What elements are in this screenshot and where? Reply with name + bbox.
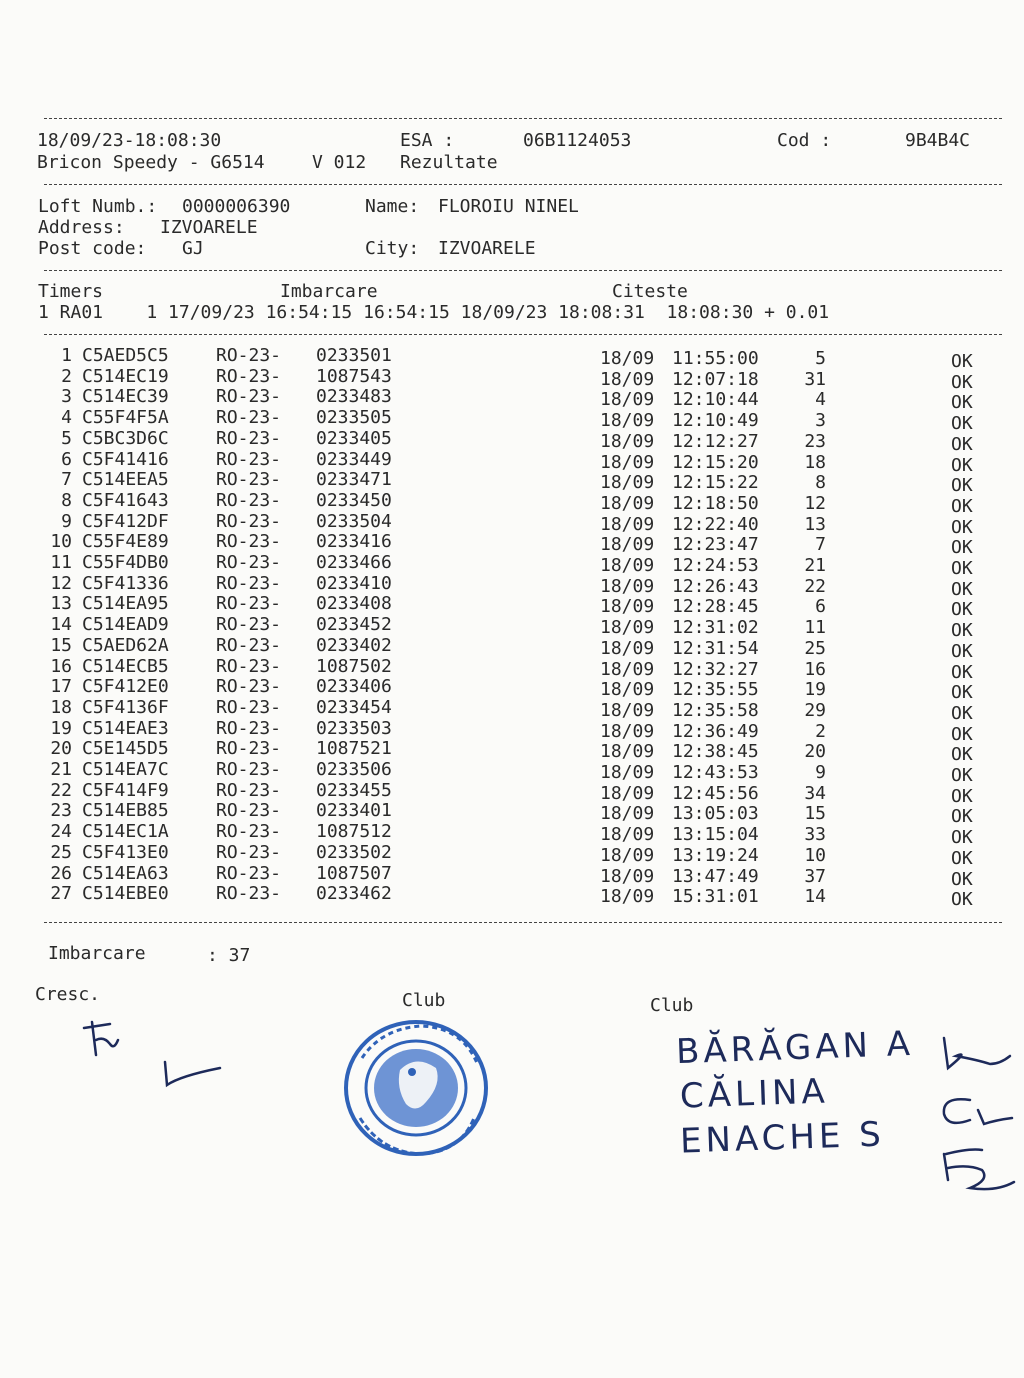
imbarcare-total-label: Imbarcare bbox=[48, 943, 146, 964]
chip-id: C55F4E89 bbox=[82, 531, 169, 553]
row-index: 11 bbox=[50, 552, 72, 573]
chip-id: C514EAD9 bbox=[82, 614, 169, 636]
arrival-date: 18/09 bbox=[600, 575, 655, 597]
arrival-time: 12:28:45 bbox=[672, 596, 759, 618]
row-index: 3 bbox=[61, 386, 72, 408]
ring-prefix: RO-23- bbox=[216, 614, 282, 636]
chip-id: C5F41336 bbox=[82, 572, 169, 594]
ring-number: 0233503 bbox=[316, 717, 392, 739]
ring-prefix: RO-23- bbox=[216, 469, 282, 491]
ring-number: 1087521 bbox=[316, 738, 392, 760]
ring-number: 0233483 bbox=[316, 386, 392, 408]
row-index: 22 bbox=[50, 779, 72, 801]
status-ok: OK bbox=[951, 827, 973, 849]
row-index: 4 bbox=[61, 407, 72, 429]
arrival-date: 18/09 bbox=[600, 762, 655, 783]
ring-number: 0233501 bbox=[316, 345, 392, 366]
cod-label: Cod : bbox=[777, 130, 832, 151]
chip-id: C5F412E0 bbox=[82, 676, 169, 698]
arrival-date: 18/09 bbox=[600, 782, 655, 804]
chip-id: C514EC39 bbox=[82, 386, 169, 408]
arrival-time: 12:38:45 bbox=[672, 741, 759, 763]
ring-prefix: RO-23- bbox=[216, 427, 282, 449]
chip-id: C5AED62A bbox=[82, 634, 169, 656]
ring-number: 1087502 bbox=[316, 655, 392, 677]
ring-number: 0233402 bbox=[316, 634, 392, 656]
row-index: 19 bbox=[50, 717, 72, 739]
cod-value: 9B4B4C bbox=[905, 130, 971, 151]
arrival-time: 12:32:27 bbox=[672, 658, 759, 680]
table-row bbox=[0, 365, 1024, 393]
ring-prefix: RO-23- bbox=[216, 448, 282, 470]
row-index: 25 bbox=[50, 841, 72, 863]
arrival-time: 12:26:43 bbox=[672, 575, 759, 597]
device-version: V 012 bbox=[312, 152, 367, 173]
arrival-date: 18/09 bbox=[600, 534, 655, 556]
handwritten-line-3: ENACHE S bbox=[679, 1114, 886, 1162]
arrival-time: 11:55:00 bbox=[672, 348, 759, 369]
cresc-label: Cresc. bbox=[35, 984, 101, 1005]
ring-number: 0233455 bbox=[316, 779, 392, 801]
chip-id: C5F4136F bbox=[82, 696, 169, 718]
table-row bbox=[0, 407, 1024, 435]
ring-prefix: RO-23- bbox=[216, 572, 282, 594]
basket-position: 16 bbox=[804, 658, 826, 680]
table-row bbox=[0, 469, 1024, 497]
table-row bbox=[0, 427, 1024, 455]
arrival-date: 18/09 bbox=[600, 741, 655, 763]
table-row bbox=[0, 779, 1024, 807]
arrival-time: 12:07:18 bbox=[672, 368, 759, 390]
row-index: 21 bbox=[50, 759, 72, 780]
ring-number: 0233408 bbox=[316, 593, 392, 615]
ring-number: 0233454 bbox=[316, 696, 392, 718]
status-ok: OK bbox=[951, 495, 973, 517]
arrival-time: 12:23:47 bbox=[672, 534, 759, 556]
row-index: 5 bbox=[61, 427, 72, 449]
status-ok: OK bbox=[951, 806, 973, 828]
ring-number: 1087543 bbox=[316, 365, 392, 387]
ring-prefix: RO-23- bbox=[216, 552, 282, 573]
loft-number-label: Loft Numb.: bbox=[38, 196, 158, 217]
ring-number: 0233502 bbox=[316, 841, 392, 863]
ring-prefix: RO-23- bbox=[216, 841, 282, 863]
arrival-date: 18/09 bbox=[600, 865, 655, 887]
ring-number: 0233505 bbox=[316, 407, 392, 429]
basket-position: 19 bbox=[804, 679, 826, 701]
row-index: 2 bbox=[61, 365, 72, 387]
imbarcare-header: Imbarcare bbox=[280, 281, 378, 302]
arrival-date: 18/09 bbox=[600, 389, 655, 411]
row-index: 16 bbox=[50, 655, 72, 677]
esa-value: 06B1124053 bbox=[523, 130, 632, 151]
name-value: FLOROIU NINEL bbox=[438, 196, 579, 217]
table-row bbox=[0, 448, 1024, 476]
ring-prefix: RO-23- bbox=[216, 593, 282, 615]
table-row bbox=[0, 717, 1024, 745]
ring-number: 1087507 bbox=[316, 862, 392, 884]
ring-prefix: RO-23- bbox=[216, 862, 282, 884]
arrival-time: 13:47:49 bbox=[672, 865, 759, 887]
row-index: 23 bbox=[50, 800, 72, 822]
ring-prefix: RO-23- bbox=[216, 676, 282, 698]
arrival-date: 18/09 bbox=[600, 720, 655, 742]
table-row bbox=[0, 386, 1024, 414]
table-row bbox=[0, 862, 1024, 890]
basket-position: 12 bbox=[804, 492, 826, 514]
esa-label: ESA : bbox=[400, 130, 455, 151]
timers-separator bbox=[44, 334, 1002, 335]
basket-position: 7 bbox=[815, 534, 826, 556]
basket-position: 29 bbox=[804, 699, 826, 721]
row-index: 27 bbox=[50, 883, 72, 905]
basket-position: 10 bbox=[804, 844, 826, 866]
basket-position: 5 bbox=[815, 348, 826, 369]
status-ok: OK bbox=[951, 433, 973, 455]
arrival-time: 12:36:49 bbox=[672, 720, 759, 742]
row-index: 9 bbox=[61, 510, 72, 532]
ring-number: 0233449 bbox=[316, 448, 392, 470]
basket-position: 33 bbox=[804, 824, 826, 846]
club-label-left: Club bbox=[402, 990, 446, 1011]
arrival-date: 18/09 bbox=[600, 348, 655, 369]
ring-prefix: RO-23- bbox=[216, 759, 282, 780]
ring-prefix: RO-23- bbox=[216, 345, 282, 366]
basket-position: 22 bbox=[804, 575, 826, 597]
row-index: 15 bbox=[50, 634, 72, 656]
table-row bbox=[0, 841, 1024, 869]
club-signatures bbox=[930, 1030, 1020, 1200]
arrival-time: 12:24:53 bbox=[672, 555, 759, 576]
chip-id: C5F41416 bbox=[82, 448, 169, 470]
row-index: 24 bbox=[50, 821, 72, 843]
status-ok: OK bbox=[951, 413, 973, 435]
chip-id: C55F4F5A bbox=[82, 407, 169, 429]
ring-prefix: RO-23- bbox=[216, 655, 282, 677]
arrival-time: 12:22:40 bbox=[672, 513, 759, 535]
arrival-time: 12:31:54 bbox=[672, 637, 759, 659]
arrival-time: 12:10:44 bbox=[672, 389, 759, 411]
status-ok: OK bbox=[951, 723, 973, 745]
arrival-date: 18/09 bbox=[600, 679, 655, 701]
ring-prefix: RO-23- bbox=[216, 531, 282, 553]
arrival-date: 18/09 bbox=[600, 886, 655, 908]
basket-position: 20 bbox=[804, 741, 826, 763]
header-separator bbox=[44, 184, 1002, 185]
row-index: 8 bbox=[61, 489, 72, 511]
arrival-time: 12:35:58 bbox=[672, 699, 759, 721]
loft-number-value: 0000006390 bbox=[182, 196, 291, 217]
ring-number: 0233405 bbox=[316, 427, 392, 449]
table-row bbox=[0, 593, 1024, 621]
chip-id: C514EB85 bbox=[82, 800, 169, 822]
chip-id: C514EAE3 bbox=[82, 717, 169, 739]
ring-prefix: RO-23- bbox=[216, 365, 282, 387]
status-ok: OK bbox=[951, 454, 973, 476]
basket-position: 11 bbox=[804, 617, 826, 639]
table-row bbox=[0, 510, 1024, 538]
arrival-date: 18/09 bbox=[600, 658, 655, 680]
status-ok: OK bbox=[951, 558, 973, 579]
club-label-right: Club bbox=[650, 995, 694, 1016]
post-code-value: GJ bbox=[182, 238, 204, 259]
chip-id: C5F412DF bbox=[82, 510, 169, 532]
status-ok: OK bbox=[951, 868, 973, 890]
arrival-time: 13:05:03 bbox=[672, 803, 759, 825]
top-separator bbox=[44, 118, 1002, 119]
ring-prefix: RO-23- bbox=[216, 634, 282, 656]
ring-number: 0233450 bbox=[316, 489, 392, 511]
timer-line: 1 RA01 1 17/09/23 16:54:15 16:54:15 18/09/23 18:08:31 18:08:30 + 0.01 bbox=[38, 302, 830, 323]
status-ok: OK bbox=[951, 537, 973, 559]
status-ok: OK bbox=[951, 744, 973, 766]
chip-id: C5BC3D6C bbox=[82, 427, 169, 449]
chip-id: C514EEA5 bbox=[82, 469, 169, 491]
basket-position: 23 bbox=[804, 430, 826, 452]
ring-prefix: RO-23- bbox=[216, 779, 282, 801]
chip-id: C5F413E0 bbox=[82, 841, 169, 863]
status-ok: OK bbox=[951, 889, 973, 911]
table-row bbox=[0, 800, 1024, 828]
table-row bbox=[0, 614, 1024, 642]
club-stamp bbox=[342, 1018, 492, 1163]
ring-prefix: RO-23- bbox=[216, 386, 282, 408]
chip-id: C5AED5C5 bbox=[82, 345, 169, 366]
chip-id: C514EBE0 bbox=[82, 883, 169, 905]
ring-prefix: RO-23- bbox=[216, 883, 282, 905]
basket-position: 14 bbox=[804, 886, 826, 908]
status-ok: OK bbox=[951, 682, 973, 704]
basket-position: 18 bbox=[804, 451, 826, 473]
ring-prefix: RO-23- bbox=[216, 489, 282, 511]
basket-position: 31 bbox=[804, 368, 826, 390]
basket-position: 9 bbox=[815, 762, 826, 783]
ring-number: 0233506 bbox=[316, 759, 392, 780]
status-ok: OK bbox=[951, 516, 973, 538]
status-ok: OK bbox=[951, 765, 973, 786]
status-ok: OK bbox=[951, 785, 973, 807]
row-index: 20 bbox=[50, 738, 72, 760]
status-ok: OK bbox=[951, 661, 973, 683]
ring-prefix: RO-23- bbox=[216, 738, 282, 760]
table-row bbox=[0, 531, 1024, 559]
ring-prefix: RO-23- bbox=[216, 821, 282, 843]
row-index: 10 bbox=[50, 531, 72, 553]
status-ok: OK bbox=[951, 351, 973, 372]
chip-id: C514EA95 bbox=[82, 593, 169, 615]
basket-position: 3 bbox=[815, 410, 826, 432]
handwritten-line-2: CĂLINA bbox=[679, 1071, 830, 1117]
arrival-time: 15:31:01 bbox=[672, 886, 759, 908]
breeder-signature bbox=[70, 1010, 250, 1100]
table-row bbox=[0, 676, 1024, 704]
chip-id: C5E145D5 bbox=[82, 738, 169, 760]
ring-prefix: RO-23- bbox=[216, 717, 282, 739]
timers-header: Timers bbox=[38, 281, 104, 302]
arrival-date: 18/09 bbox=[600, 410, 655, 432]
table-row bbox=[0, 572, 1024, 600]
ring-number: 0233406 bbox=[316, 676, 392, 698]
chip-id: C514EC19 bbox=[82, 365, 169, 387]
ring-prefix: RO-23- bbox=[216, 510, 282, 532]
ring-number: 0233401 bbox=[316, 800, 392, 822]
ring-number: 0233410 bbox=[316, 572, 392, 594]
chip-id: C5F414F9 bbox=[82, 779, 169, 801]
document-title: Rezultate bbox=[400, 152, 498, 173]
arrival-time: 12:15:22 bbox=[672, 472, 759, 494]
chip-id: C514EA7C bbox=[82, 759, 169, 780]
status-ok: OK bbox=[951, 392, 973, 414]
arrival-time: 13:19:24 bbox=[672, 844, 759, 866]
ring-prefix: RO-23- bbox=[216, 407, 282, 429]
row-index: 6 bbox=[61, 448, 72, 470]
status-ok: OK bbox=[951, 702, 973, 724]
basket-position: 34 bbox=[804, 782, 826, 804]
ring-number: 0233471 bbox=[316, 469, 392, 491]
arrival-time: 12:35:55 bbox=[672, 679, 759, 701]
basket-position: 21 bbox=[804, 555, 826, 576]
status-ok: OK bbox=[951, 599, 973, 621]
arrival-date: 18/09 bbox=[600, 451, 655, 473]
arrival-date: 18/09 bbox=[600, 844, 655, 866]
arrival-date: 18/09 bbox=[600, 637, 655, 659]
arrival-time: 12:18:50 bbox=[672, 492, 759, 514]
table-row bbox=[0, 552, 1024, 579]
post-code-label: Post code: bbox=[38, 238, 147, 259]
row-index: 12 bbox=[50, 572, 72, 594]
basket-position: 8 bbox=[815, 472, 826, 494]
arrival-time: 13:15:04 bbox=[672, 824, 759, 846]
arrival-date: 18/09 bbox=[600, 555, 655, 576]
ring-number: 0233416 bbox=[316, 531, 392, 553]
arrival-date: 18/09 bbox=[600, 824, 655, 846]
city-value: IZVOARELE bbox=[438, 238, 536, 259]
arrival-date: 18/09 bbox=[600, 699, 655, 721]
print-datetime: 18/09/23-18:08:30 bbox=[37, 130, 222, 151]
basket-position: 13 bbox=[804, 513, 826, 535]
status-ok: OK bbox=[951, 578, 973, 600]
citeste-header: Citeste bbox=[612, 281, 688, 302]
arrival-date: 18/09 bbox=[600, 472, 655, 494]
arrival-time: 12:45:56 bbox=[672, 782, 759, 804]
ring-number: 1087512 bbox=[316, 821, 392, 843]
row-index: 1 bbox=[61, 345, 72, 366]
chip-id: C514EA63 bbox=[82, 862, 169, 884]
status-ok: OK bbox=[951, 371, 973, 393]
ring-number: 0233462 bbox=[316, 883, 392, 905]
chip-id: C55F4DB0 bbox=[82, 552, 169, 573]
address-label: Address: bbox=[38, 217, 125, 238]
row-index: 13 bbox=[50, 593, 72, 615]
table-row bbox=[0, 883, 1024, 911]
chip-id: C5F41643 bbox=[82, 489, 169, 511]
device-name: Bricon Speedy - G6514 bbox=[37, 152, 265, 173]
arrival-time: 12:15:20 bbox=[672, 451, 759, 473]
basket-position: 25 bbox=[804, 637, 826, 659]
basket-position: 15 bbox=[804, 803, 826, 825]
row-index: 14 bbox=[50, 614, 72, 636]
status-ok: OK bbox=[951, 640, 973, 662]
ring-prefix: RO-23- bbox=[216, 696, 282, 718]
table-row bbox=[0, 655, 1024, 683]
arrival-date: 18/09 bbox=[600, 803, 655, 825]
arrival-date: 18/09 bbox=[600, 596, 655, 618]
status-ok: OK bbox=[951, 475, 973, 497]
imbarcare-total-value: : 37 bbox=[207, 945, 251, 966]
ring-number: 0233504 bbox=[316, 510, 392, 532]
chip-id: C514ECB5 bbox=[82, 655, 169, 677]
basket-position: 4 bbox=[815, 389, 826, 411]
arrival-date: 18/09 bbox=[600, 430, 655, 452]
handwritten-line-1: BĂRĂGAN A bbox=[675, 1023, 915, 1073]
loft-separator bbox=[44, 270, 1002, 271]
table-row bbox=[0, 634, 1024, 662]
name-label: Name: bbox=[365, 196, 420, 217]
table-row bbox=[0, 696, 1024, 724]
status-ok: OK bbox=[951, 620, 973, 642]
table-row bbox=[0, 821, 1024, 849]
ring-prefix: RO-23- bbox=[216, 800, 282, 822]
row-index: 18 bbox=[50, 696, 72, 718]
arrival-time: 12:43:53 bbox=[672, 762, 759, 783]
arrival-time: 12:12:27 bbox=[672, 430, 759, 452]
arrival-date: 18/09 bbox=[600, 617, 655, 639]
basket-position: 2 bbox=[815, 720, 826, 742]
city-label: City: bbox=[365, 238, 420, 259]
basket-position: 6 bbox=[815, 596, 826, 618]
row-index: 26 bbox=[50, 862, 72, 884]
row-index: 7 bbox=[61, 469, 72, 491]
basket-position: 37 bbox=[804, 865, 826, 887]
arrival-date: 18/09 bbox=[600, 492, 655, 514]
status-ok: OK bbox=[951, 847, 973, 869]
table-row bbox=[0, 759, 1024, 786]
table-row bbox=[0, 345, 1024, 372]
arrival-time: 12:31:02 bbox=[672, 617, 759, 639]
table-bottom-separator bbox=[44, 922, 1002, 923]
arrival-time: 12:10:49 bbox=[672, 410, 759, 432]
chip-id: C514EC1A bbox=[82, 821, 169, 843]
arrival-date: 18/09 bbox=[600, 513, 655, 535]
ring-number: 0233466 bbox=[316, 552, 392, 573]
address-value: IZVOARELE bbox=[160, 217, 258, 238]
table-row bbox=[0, 489, 1024, 517]
row-index: 17 bbox=[50, 676, 72, 698]
ring-number: 0233452 bbox=[316, 614, 392, 636]
table-row bbox=[0, 738, 1024, 766]
arrival-date: 18/09 bbox=[600, 368, 655, 390]
